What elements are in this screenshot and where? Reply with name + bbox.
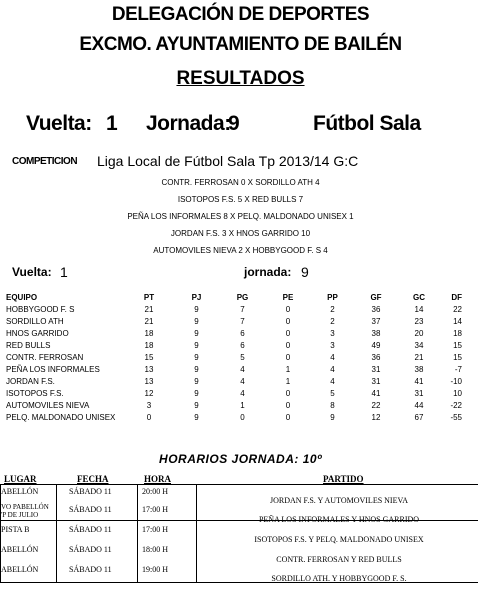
cell-team-name: HNOS GARRIDO	[6, 329, 69, 338]
cell-pe: 0	[285, 341, 291, 350]
col-header-pt: PT	[143, 293, 155, 302]
cell-pt: 18	[144, 329, 154, 338]
schedule-partido: ISOTOPOS F.S. Y PELQ. MALDONADO UNISEX	[254, 535, 424, 544]
col-header-pe: PE	[282, 293, 294, 302]
cell-team-name: JORDAN F.S.	[6, 377, 55, 386]
cell-gc: 67	[414, 413, 424, 422]
cell-team-name: RED BULLS	[6, 341, 51, 350]
cell-gc: 21	[414, 353, 424, 362]
cell-pg: 1	[240, 401, 245, 410]
cell-pp: 4	[330, 377, 335, 386]
vuelta-value: 1	[106, 112, 118, 135]
competition-name: Liga Local de Fútbol Sala Tp 2013/14 G:C	[97, 153, 359, 169]
cell-gf: 49	[371, 341, 381, 350]
standings-row	[6, 316, 472, 328]
col-header-gf: GF	[370, 293, 382, 302]
standings-vuelta-value: 1	[60, 264, 68, 280]
schedule-fecha: SÁBADO 11	[69, 525, 112, 534]
cell-team-name: PELQ. MALDONADO UNISEX	[6, 413, 116, 422]
schedule-header-lugar: LUGAR	[4, 474, 37, 484]
cell-pt: 15	[144, 353, 154, 362]
cell-df: 14	[453, 317, 462, 326]
schedule-fecha: SÁBADO 11	[69, 545, 112, 554]
match-result: ISOTOPOS F.S. 5 X RED BULLS 7	[177, 195, 304, 204]
match-result: PEÑA LOS INFORMALES 8 X PELQ. MALDONADO UNISEX 1	[127, 212, 354, 221]
col-header-equipo: EQUIPO	[6, 293, 38, 302]
col-header-df: DF	[451, 293, 462, 302]
schedule-lugar: ABELLÓN	[1, 487, 39, 496]
schedule-partido: CONTR. FERROSAN Y RED BULLS	[276, 555, 402, 564]
jornada-label: Jornada:	[146, 112, 231, 135]
schedule-lugar-line2: 'P DE JULIO	[1, 511, 39, 519]
cell-pj: 9	[194, 329, 199, 338]
cell-pg: 7	[240, 305, 245, 314]
cell-gc: 20	[414, 329, 424, 338]
standings-row	[6, 352, 472, 364]
cell-gf: 41	[371, 389, 381, 398]
cell-pg: 6	[240, 341, 245, 350]
cell-pe: 0	[285, 389, 291, 398]
cell-pg: 4	[240, 377, 245, 386]
standings-vuelta-label: Vuelta:	[12, 265, 52, 279]
schedule-hora: 17:00 H	[142, 505, 168, 514]
standings-row	[6, 328, 472, 340]
schedule-fecha: SÁBADO 11	[69, 565, 112, 574]
cell-pg: 6	[240, 329, 245, 338]
match-result: CONTR. FERROSAN 0 X SORDILLO ATH 4	[161, 178, 320, 187]
cell-gc: 44	[414, 401, 424, 410]
col-header-gc: GC	[413, 293, 425, 302]
standings-row	[6, 412, 472, 424]
cell-pt: 21	[144, 305, 154, 314]
cell-gf: 37	[371, 317, 381, 326]
header-line-2: EXCMO. AYUNTAMIENTO DE BAILÉN	[79, 34, 402, 55]
results-title: RESULTADOS	[176, 68, 305, 89]
cell-team-name: AUTOMOVILES NIEVA	[6, 401, 90, 410]
cell-df: 22	[453, 305, 462, 314]
cell-pp: 2	[330, 305, 335, 314]
header-line-1: DELEGACIÓN DE DEPORTES	[111, 4, 370, 25]
cell-pp: 3	[330, 341, 335, 350]
schedule-hora: 19:00 H	[142, 565, 168, 574]
cell-pp: 2	[330, 317, 335, 326]
jornada-value: 9	[228, 112, 240, 135]
cell-pp: 4	[330, 353, 335, 362]
schedule-hora: 17:00 H	[142, 525, 168, 534]
cell-df: -22	[450, 401, 462, 410]
match-result: AUTOMOVILES NIEVA 2 X HOBBYGOOD F. S 4	[153, 246, 328, 255]
cell-pp: 4	[330, 365, 335, 374]
cell-pe: 0	[285, 305, 291, 314]
col-header-pj: PJ	[191, 293, 202, 302]
schedule-fecha: SÁBADO 11	[69, 487, 112, 496]
schedule-top-line	[0, 484, 478, 485]
standings-row	[6, 340, 472, 352]
cell-gf: 38	[371, 329, 381, 338]
schedule-fecha: SÁBADO 11	[69, 505, 112, 514]
cell-pj: 9	[194, 341, 199, 350]
cell-pt: 0	[146, 413, 152, 422]
schedule-col-divider	[56, 484, 57, 582]
cell-df: -55	[450, 413, 462, 422]
cell-gf: 22	[371, 401, 381, 410]
cell-df: 15	[453, 353, 462, 362]
cell-df: -7	[454, 365, 462, 374]
standings-row	[6, 364, 472, 376]
vuelta-label: Vuelta:	[26, 112, 92, 135]
cell-gf: 12	[371, 413, 381, 422]
schedule-col-divider	[196, 484, 197, 582]
cell-team-name: PEÑA LOS INFORMALES	[6, 365, 100, 374]
schedule-header-partido: PARTIDO	[323, 474, 364, 484]
cell-gf: 31	[371, 365, 381, 374]
standings-jornada-value: 9	[301, 264, 309, 280]
cell-df: 18	[453, 329, 462, 338]
schedule-lugar: VO PABELLÓN	[1, 503, 49, 511]
cell-pp: 9	[330, 413, 335, 422]
standings-row	[6, 376, 472, 388]
cell-pt: 18	[144, 341, 154, 350]
sport-name: Fútbol Sala	[313, 112, 421, 135]
schedule-hora: 18:00 H	[142, 545, 168, 554]
cell-pg: 5	[240, 353, 245, 362]
cell-gc: 41	[414, 377, 424, 386]
competition-label: COMPETICION	[12, 156, 78, 167]
cell-pe: 0	[285, 401, 291, 410]
schedule-title: HORARIOS JORNADA: 10º	[159, 452, 322, 466]
cell-pp: 3	[330, 329, 335, 338]
cell-df: -10	[450, 377, 462, 386]
cell-pt: 21	[144, 317, 154, 326]
cell-gc: 34	[414, 341, 424, 350]
cell-pt: 13	[144, 377, 154, 386]
schedule-lugar: ABELLÓN	[1, 565, 39, 574]
standings-header-row	[6, 292, 472, 304]
cell-gc: 23	[414, 317, 424, 326]
cell-gc: 31	[414, 389, 424, 398]
cell-pe: 0	[285, 353, 291, 362]
schedule-lugar: PISTA B	[1, 525, 30, 534]
cell-gf: 36	[371, 305, 381, 314]
schedule-col-divider	[137, 484, 138, 582]
cell-pe: 1	[285, 365, 291, 374]
cell-pj: 9	[194, 305, 199, 314]
schedule-hora: 20:00 H	[142, 487, 168, 496]
schedule-header-hora: HORA	[144, 474, 171, 484]
cell-pj: 9	[194, 317, 199, 326]
cell-pj: 9	[194, 353, 199, 362]
schedule-header-fecha: FECHA	[77, 474, 109, 484]
cell-pg: 0	[240, 413, 245, 422]
cell-pt: 12	[144, 389, 154, 398]
schedule-partido: JORDAN F.S. Y AUTOMOVILES NIEVA	[269, 496, 409, 505]
cell-pj: 9	[194, 389, 199, 398]
cell-pe: 0	[285, 413, 291, 422]
cell-pj: 9	[194, 401, 199, 410]
cell-pg: 4	[240, 389, 245, 398]
schedule-lugar: ABELLÓN	[1, 545, 39, 554]
cell-gc: 38	[414, 365, 424, 374]
cell-gf: 31	[371, 377, 381, 386]
cell-pg: 7	[240, 317, 245, 326]
cell-pt: 3	[146, 401, 152, 410]
cell-pp: 5	[330, 389, 335, 398]
schedule-partido: SORDILLO ATH. Y HOBBYGOOD F. S.	[271, 574, 407, 583]
cell-pj: 9	[194, 377, 199, 386]
cell-pe: 0	[285, 317, 291, 326]
standings-row	[6, 400, 472, 412]
cell-pe: 0	[285, 329, 291, 338]
cell-pg: 4	[240, 365, 245, 374]
cell-team-name: HOBBYGOOD F. S	[6, 305, 75, 314]
cell-gf: 36	[371, 353, 381, 362]
schedule-partido: PEÑA LOS INFORMALES Y HNOS GARRIDO	[258, 515, 420, 524]
cell-pj: 9	[194, 413, 199, 422]
cell-gc: 14	[414, 305, 424, 314]
cell-pj: 9	[194, 365, 199, 374]
col-header-pg: PG	[236, 293, 249, 302]
standings-row	[6, 388, 472, 400]
cell-pt: 13	[144, 365, 154, 374]
cell-df: 10	[453, 389, 462, 398]
standings-table	[6, 292, 472, 424]
cell-pp: 8	[330, 401, 335, 410]
cell-team-name: CONTR. FERROSAN	[6, 353, 84, 362]
cell-team-name: SORDILLO ATH	[6, 317, 64, 326]
cell-df: 15	[453, 341, 462, 350]
cell-team-name: ISOTOPOS F.S.	[6, 389, 64, 398]
match-result: JORDAN F.S. 3 X HNOS GARRIDO 10	[170, 229, 311, 238]
col-header-pp: PP	[327, 293, 338, 302]
standings-row	[6, 304, 472, 316]
cell-pe: 1	[285, 377, 291, 386]
standings-jornada-label: jornada:	[244, 265, 292, 279]
